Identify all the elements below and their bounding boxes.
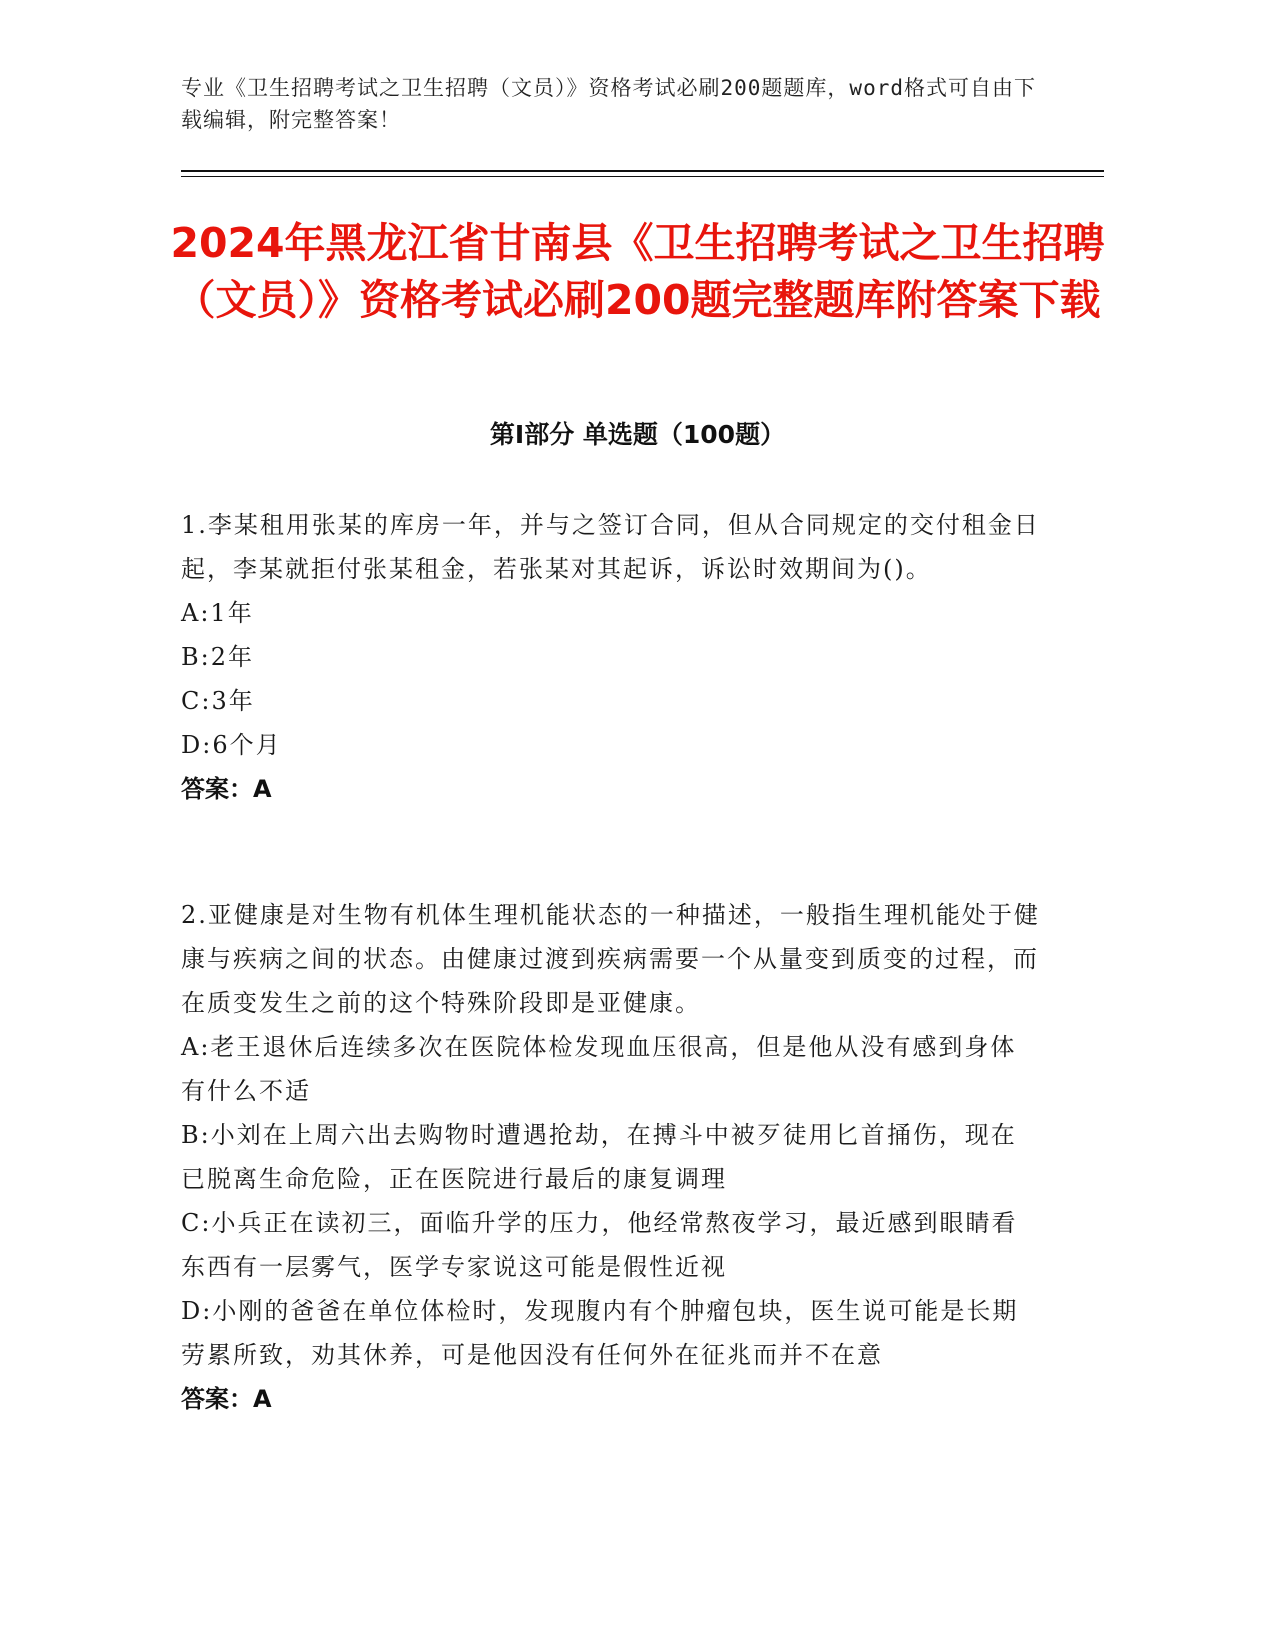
option-c: C:小兵正在读初三，面临升学的压力，他经常熬夜学习，最近感到眼睛看东西有一层雾气，医学专家说这可能是假性近视 [181, 1209, 1018, 1281]
question-1 [181, 503, 1041, 811]
header-divider-thin [181, 176, 1104, 177]
document-title: 2024年黑龙江省甘南县《卫生招聘考试之卫生招聘（文员）》资格考试必刷200题完整题库附答案下载 [170, 219, 1105, 324]
option-b: B:小刘在上周六出去购物时遭遇抢劫，在搏斗中被歹徒用匕首捅伤，现在已脱离生命危险，正在医院进行最后的康复调理 [181, 1121, 1017, 1193]
option-a: A:老王退休后连续多次在医院体检发现血压很高，但是他从没有感到身体有什么不适 [181, 1033, 1017, 1105]
question-text: 1.李某租用张某的库房一年，并与之签订合同，但从合同规定的交付租金日起，李某就拒付张某租金，若张某对其起诉，诉讼时效期间为()。 [181, 511, 1040, 583]
option-d: D:小刚的爸爸在单位体检时，发现腹内有个肿瘤包块，医生说可能是长期劳累所致，劝其休养，可是他因没有任何外在征兆而并不在意 [181, 1297, 1019, 1369]
question-text: 2.亚健康是对生物有机体生理机能状态的一种描述，一般指生理机能处于健康与疾病之间的状态。由健康过渡到疾病需要一个从量变到质变的过程，而在质变发生之前的这个特殊阶段即是亚健康。 [181, 901, 1040, 1017]
option-a: A:1年 [181, 599, 254, 627]
option-d: D:6个月 [181, 731, 282, 759]
option-b: B:2年 [181, 643, 254, 671]
answer: 答案：A [181, 775, 272, 803]
header-note: 专业《卫生招聘考试之卫生招聘（文员）》资格考试必刷200题题库，word格式可自由下载编辑，附完整答案！ [181, 76, 1036, 132]
answer: 答案：A [181, 1385, 272, 1413]
option-c: C:3年 [181, 687, 255, 715]
section-title: 第I部分 单选题（100题） [489, 420, 786, 449]
header-divider-thick [181, 170, 1104, 172]
question-2 [181, 893, 1041, 1421]
